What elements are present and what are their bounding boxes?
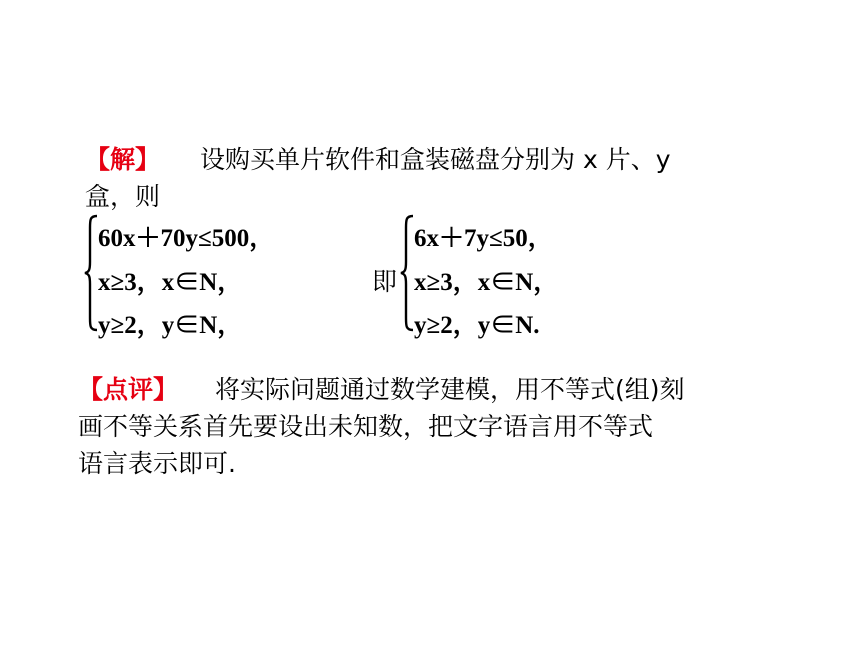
system1-line3: y≥2，y∈N，: [98, 312, 243, 339]
system1-line1: 60x＋70y≤500，: [98, 225, 275, 252]
solution-label: 【解】: [85, 145, 161, 174]
comment-line2: 画不等关系首先要设出未知数，把文字语言用不等式: [78, 412, 654, 441]
connector-text: 即: [372, 267, 398, 296]
solution-text-line2: 盒，则: [85, 182, 161, 211]
system2-line2: x≥3，x∈N，: [414, 269, 559, 296]
system1-line2: x≥3，x∈N，: [98, 269, 243, 296]
comment-line3: 语言表示即可.: [78, 449, 236, 478]
solution-text-line1: 设购买单片软件和盒装磁盘分别为 x 片、y: [200, 145, 671, 174]
system2-line3: y≥2，y∈N.: [414, 312, 540, 339]
comment-label: 【点评】: [78, 375, 179, 404]
system2-line1: 6x＋7y≤50，: [414, 225, 553, 252]
comment-line1: 将实际问题通过数学建模，用不等式(组)刻: [215, 375, 685, 404]
